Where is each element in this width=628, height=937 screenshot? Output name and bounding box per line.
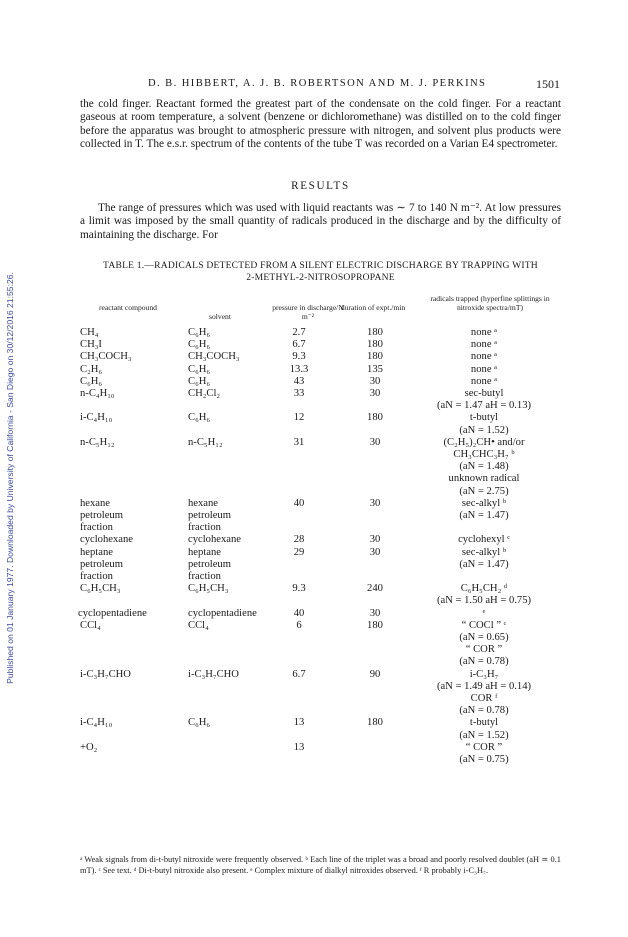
cell-solvent: C₆H₆ <box>188 412 211 424</box>
cell-reactant: n-C₅H₁₂ <box>80 436 115 448</box>
cell-duration: 180 <box>367 412 383 424</box>
cell-pressure: 12 <box>293 412 305 424</box>
cell-reactant: C₆H₆ <box>80 375 103 387</box>
cell-radicals: none ᵃ <box>470 339 498 351</box>
cell-duration: 30 <box>369 375 381 387</box>
cell-radicals: (aN = 0.78) <box>459 705 509 717</box>
cell-radicals: t-butyl <box>469 717 499 729</box>
cell-radicals: t-butyl <box>469 412 499 424</box>
cell-pressure: 9.3 <box>292 583 306 595</box>
col-header-reactant: reactant compound <box>99 303 157 312</box>
cell-duration: 180 <box>367 327 383 338</box>
cell-reactant: i-C₄H₁₀ <box>80 412 113 424</box>
cell-duration: 180 <box>367 339 383 351</box>
cell-solvent: hexane <box>188 497 218 509</box>
cell-radicals: (aN = 0.75) <box>459 754 509 765</box>
cell-solvent: n-C₅H₁₂ <box>188 436 223 448</box>
cell-solvent: petroleum <box>188 558 231 570</box>
cell-duration: 30 <box>369 534 381 546</box>
cell-reactant: CH₃COCH₃ <box>80 351 132 363</box>
cell-radicals: (C₂H₅)₂CH• and/or <box>443 436 525 448</box>
cell-reactant: petroleum <box>80 558 123 570</box>
cell-radicals: sec-butyl <box>464 388 504 399</box>
cell-solvent: CH₂Cl₂ <box>188 388 221 399</box>
cell-solvent: C₆H₆ <box>188 717 211 729</box>
cell-reactant: heptane <box>80 546 113 558</box>
cell-solvent: C₆H₆ <box>188 363 211 375</box>
cell-pressure: 28 <box>293 534 305 546</box>
cell-solvent: fraction <box>188 522 221 534</box>
body-paragraph-2: The range of pressures which was used with liquid reactants was ∼ 7 to 140 N m⁻². At low pressures a limit was imposed by the small quantity of radicals produced in the discharge and by the difficulty of maintaining the discharge. For <box>80 202 561 241</box>
cell-duration: 240 <box>367 583 383 595</box>
cell-pressure: 33 <box>293 388 305 399</box>
cell-duration: 30 <box>369 497 381 509</box>
cell-radicals: ᵉ <box>482 607 486 619</box>
cell-radicals: (aN = 1.48) <box>459 461 509 473</box>
cell-solvent: cyclohexane <box>188 534 241 546</box>
cell-pressure: 6.7 <box>292 339 306 351</box>
cell-radicals: “ COR ” <box>465 741 503 753</box>
cell-duration: 180 <box>367 717 383 729</box>
cell-pressure: 2.7 <box>292 327 306 338</box>
cell-solvent: C₆H₆ <box>188 327 211 338</box>
cell-duration: 90 <box>369 668 381 680</box>
cell-reactant: fraction <box>80 522 113 534</box>
cell-radicals: sec-alkyl ᵇ <box>461 497 507 509</box>
cell-pressure: 6 <box>296 619 302 631</box>
download-notice <box>0 0 20 937</box>
cell-solvent: C₆H₅CH₃ <box>188 583 229 595</box>
cell-radicals: C₆H₅CH₂ ᵈ <box>460 583 508 595</box>
cell-reactant: petroleum <box>80 510 123 521</box>
cell-reactant: CH₃I <box>80 339 102 351</box>
cell-radicals: (aN = 2.75) <box>459 485 509 497</box>
cell-pressure: 9.3 <box>292 351 306 363</box>
table-caption-line1: TABLE 1.—RADICALS DETECTED FROM A SILENT ELECTRIC DISCHARGE BY TRAPPING WITH <box>103 260 538 271</box>
cell-radicals: (aN = 0.78) <box>459 656 509 668</box>
col-header-solvent: solvent <box>209 312 231 321</box>
table-footnotes: ᵃ Weak signals from di-t-butyl nitroxide were frequently observed. ᵇ Each line of the triplet was a broad and poorly resolved doublet (aH ≃ 0.1 mT). ᶜ See text. ᵈ Di-t-butyl nitroxide also present. ᵉ Complex mixture of dialkyl nitroxides observed. ᶠ R probably i-C₃H₇. <box>80 855 561 875</box>
cell-radicals: (aN = 1.50 aH = 0.75) <box>436 595 532 607</box>
cell-reactant: C₂H₆ <box>80 363 103 375</box>
cell-duration: 180 <box>367 351 383 363</box>
cell-radicals: i-C₃H₇ <box>469 668 499 680</box>
cell-radicals: (aN = 0.65) <box>459 632 509 643</box>
cell-reactant: +O₂ <box>80 741 98 753</box>
cell-solvent: CH₃COCH₃ <box>188 351 240 363</box>
cell-duration: 180 <box>367 619 383 631</box>
page-number: 1501 <box>536 77 560 91</box>
cell-radicals: COR ᶠ <box>470 693 498 704</box>
cell-solvent: heptane <box>188 546 221 558</box>
cell-solvent: cyclopentadiene <box>188 607 257 619</box>
cell-radicals: none ᵃ <box>470 351 498 363</box>
cell-duration: 135 <box>367 363 383 375</box>
cell-reactant: C₆H₅CH₃ <box>80 583 121 595</box>
cell-reactant: i-C₄H₁₀ <box>80 717 113 729</box>
cell-pressure: 29 <box>293 546 305 558</box>
cell-radicals: sec-alkyl ᵇ <box>461 546 507 558</box>
cell-duration: 30 <box>369 546 381 558</box>
cell-reactant: hexane <box>80 497 110 509</box>
cell-duration: 30 <box>369 607 381 619</box>
cell-radicals: (aN = 1.47) <box>459 510 509 521</box>
cell-reactant: cyclopentadiene <box>78 607 147 619</box>
cell-solvent: C₆H₆ <box>188 375 211 387</box>
cell-reactant: fraction <box>80 571 113 582</box>
cell-radicals: (aN = 1.47 aH = 0.13) <box>436 400 532 412</box>
cell-solvent: C₆H₆ <box>188 339 211 351</box>
cell-reactant: cyclohexane <box>80 534 133 546</box>
cell-radicals: (aN = 1.49 aH = 0.14) <box>436 680 532 692</box>
cell-duration: 30 <box>369 388 381 399</box>
cell-radicals: unknown radical <box>448 473 520 485</box>
cell-radicals: none ᵃ <box>470 363 498 375</box>
header-authors: D. B. HIBBERT, A. J. B. ROBERTSON AND M. J. PERKINS <box>148 78 487 89</box>
cell-reactant: CH₄ <box>80 327 99 338</box>
cell-reactant: CCl₄ <box>80 619 101 631</box>
cell-pressure: 13.3 <box>289 363 309 375</box>
cell-pressure: 43 <box>293 375 305 387</box>
cell-radicals: none ᵃ <box>470 327 498 338</box>
cell-solvent: CCl₄ <box>188 619 209 631</box>
cell-pressure: 40 <box>293 497 305 509</box>
cell-solvent: petroleum <box>188 510 231 521</box>
cell-pressure: 13 <box>293 717 305 729</box>
cell-radicals: “ COCl ” ᶜ <box>461 619 507 631</box>
body-paragraph-1: the cold finger. Reactant formed the greatest part of the condensate on the cold finger. For a reactant gaseous at room temperature, a solvent (benzene or dichloromethane) was distilled on to the cold finger before the apparatus was brought to atmospheric pressure with nitrogen, and solvent plus products were collected in T. The e.s.r. spectrum of the contents of the tube T was recorded on a Varian E4 spectrometer. <box>80 98 561 150</box>
cell-radicals: (aN = 1.52) <box>459 424 509 436</box>
cell-solvent: i-C₃H₇CHO <box>188 668 239 680</box>
cell-radicals: (aN = 1.47) <box>459 558 509 570</box>
cell-radicals: cyclohexyl ᶜ <box>458 534 510 546</box>
cell-solvent: fraction <box>188 571 221 582</box>
table-caption-line2: 2-METHYL-2-NITROSOPROPANE <box>246 272 395 283</box>
cell-radicals: CH₃CHC₃H₇ ᵇ <box>453 449 515 460</box>
cell-radicals: “ COR ” <box>465 644 503 656</box>
table-caption <box>80 260 561 284</box>
cell-pressure: 13 <box>293 741 305 753</box>
cell-pressure: 31 <box>293 436 305 448</box>
col-header-pressure: pressure in discharge/N m⁻² <box>272 303 344 321</box>
cell-reactant: n-C₄H₁₀ <box>80 388 115 399</box>
cell-radicals: (aN = 1.52) <box>459 729 509 741</box>
cell-radicals: none ᵃ <box>470 375 498 387</box>
cell-pressure: 40 <box>293 607 305 619</box>
col-header-radicals: radicals trapped (hyperfine splittings in nitroxide spectra/mT) <box>430 294 550 312</box>
cell-pressure: 6.7 <box>292 668 306 680</box>
cell-duration: 30 <box>369 436 381 448</box>
section-heading: RESULTS <box>291 180 350 192</box>
cell-reactant: i-C₃H₇CHO <box>80 668 131 680</box>
download-notice-text: Published on 01 January 1977. Downloaded by University of California - San Diego on 30/12/2016 21:55:26. <box>5 272 15 684</box>
col-header-duration: duration of expt./min <box>340 303 406 312</box>
